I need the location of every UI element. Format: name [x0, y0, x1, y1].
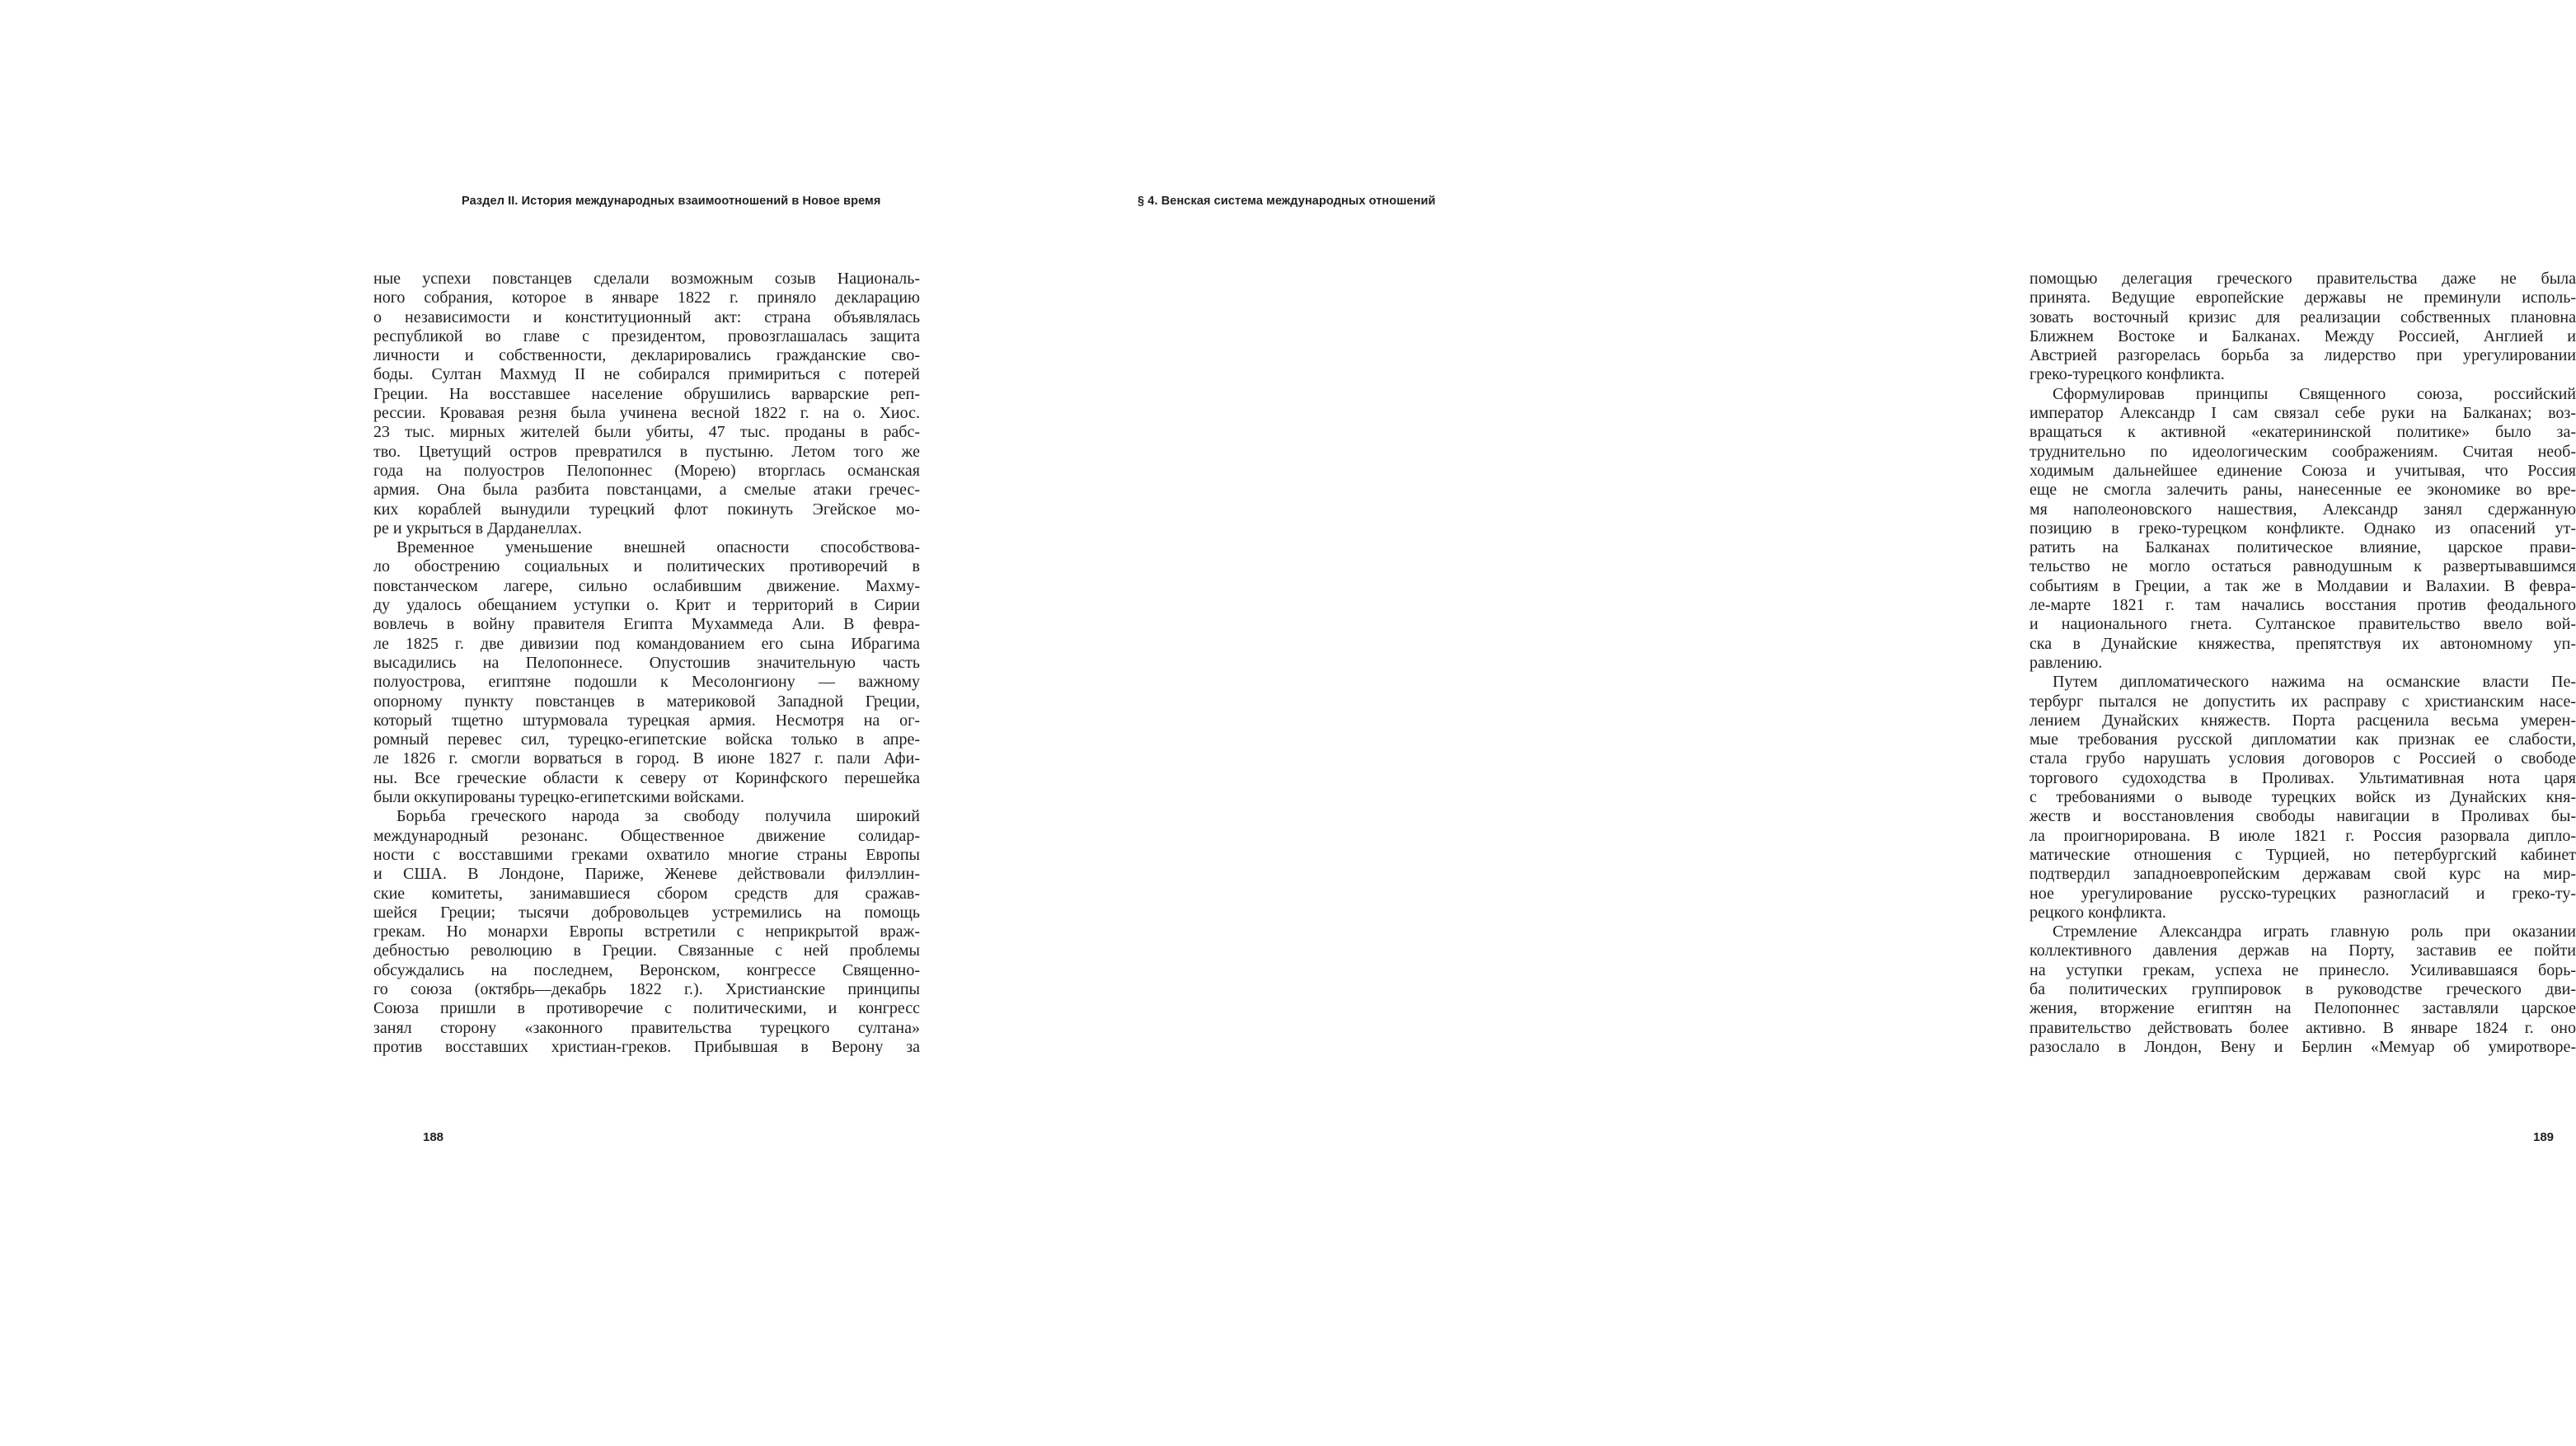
text-line: боды. Султан Махмуд II не собирался примириться с потерей	[373, 365, 920, 384]
text-line: жеств и восстановления свободы навигации в Проливах бы-	[2029, 807, 2576, 826]
text-line: коллективного давления держав на Порту, заставив ее пойти	[2029, 941, 2576, 960]
text-line: Путем дипломатического нажима на османские власти Пе-	[2053, 673, 2576, 692]
text-line: армия. Она была разбита повстанцами, а смелые атаки гречес-	[373, 481, 920, 500]
text-line: мые требования русской дипломатии как признак ее слабости,	[2029, 730, 2576, 749]
text-line: вращаться к активной «екатерининской политике» было за-	[2029, 423, 2576, 442]
text-line: Временное уменьшение внешней опасности способствова-	[396, 538, 920, 557]
text-line: года на полуостров Пелопоннес (Морею) вторглась османская	[373, 461, 920, 480]
text-line: ные успехи повстанцев сделали возможным созыв Националь-	[373, 270, 920, 288]
text-line: стала грубо нарушать условия договоров с Россией о свободе	[2029, 749, 2576, 768]
text-line: личности и собственности, декларировались гражданские сво-	[373, 346, 920, 365]
text-line: Ближнем Востоке и Балканах. Между Россией, Англией и	[2029, 326, 2576, 345]
text-line: рецкого конфликта.	[2029, 903, 2166, 922]
text-line: на уступки грекам, успеха не принесло. Усиливавшаяся борь-	[2029, 960, 2576, 979]
text-line: зовать восточный кризис для реализации собственных плановна	[2029, 308, 2576, 326]
text-line: и США. В Лондоне, Париже, Женеве действовали филэллин-	[373, 865, 920, 884]
text-line: республикой во главе с президентом, провозглашалась защита	[373, 326, 920, 345]
text-line: труднительно по идеологическим соображениям. Считая необ-	[2029, 442, 2576, 461]
text-line: ности с восставшими греками охватило многие страны Европы	[373, 845, 920, 864]
text-line: событиям в Греции, а так же в Молдавии и Валахии. В февра-	[2029, 576, 2576, 595]
text-line: и национального гнета. Султанское правительство ввело вой-	[2029, 615, 2576, 634]
text-line: Союза пришли в противоречие с политическими, и конгресс	[373, 999, 920, 1018]
text-line: занял сторону «законного правительства турецкого султана»	[373, 1018, 920, 1037]
text-line: правительство действовать более активно. В январе 1824 г. оно	[2029, 1018, 2576, 1037]
text-line: с требованиями о выводе турецких войск из Дунайских кня-	[2029, 788, 2576, 807]
text-line: равлению.	[2029, 653, 2103, 672]
text-line: ло обострению социальных и политических противоречий в	[373, 557, 920, 576]
text-line: жения, вторжение египтян на Пелопоннес заставляли царское	[2029, 999, 2576, 1018]
text-line: разослало в Лондон, Вену и Берлин «Мемуар об умиротворе-	[2029, 1037, 2576, 1056]
text-line: дебностью революцию в Греции. Связанные с ней проблемы	[373, 941, 920, 960]
text-line: тво. Цветущий остров превратился в пустыню. Летом того же	[373, 442, 920, 461]
text-line: полуострова, египтяне подошли к Месолонгиону — важному	[373, 673, 920, 692]
text-line: принята. Ведущие европейские державы не преминули исполь-	[2029, 289, 2576, 308]
text-line: Греции. На восставшее население обрушились варварские реп-	[373, 384, 920, 403]
text-line: Стремление Александра играть главную роль при оказании	[2053, 923, 2576, 941]
text-line: ле 1826 г. смогли ворваться в город. В июне 1827 г. пали Афи-	[373, 749, 920, 768]
text-line: еще не смогла залечить раны, нанесенные ее экономике во вре-	[2029, 481, 2576, 500]
text-line: 23 тыс. мирных жителей были убиты, 47 тыс. проданы в рабс-	[373, 423, 920, 442]
text-line: обсуждались на последнем, Веронском, конгрессе Священно-	[373, 960, 920, 979]
text-line: который тщетно штурмовала турецкая армия. Несмотря на ог-	[373, 711, 920, 730]
text-line: ромный перевес сил, турецко-египетские войска только в апре-	[373, 730, 920, 749]
text-line: лением Дунайских княжеств. Порта расценила весьма умерен-	[2029, 711, 2576, 730]
text-line: грекам. Но монархи Европы встретили с неприкрытой враж-	[373, 923, 920, 941]
text-line: позицию в греко-турецком конфликте. Однако из опасений ут-	[2029, 519, 2576, 538]
text-line: подтвердил западноевропейским державам свой курс на мир-	[2029, 865, 2576, 884]
text-line: ратить на Балканах политическое влияние, царское прави-	[2029, 538, 2576, 557]
text-line: Борьба греческого народа за свободу получила широкий	[396, 807, 920, 826]
text-line: ска в Дунайские княжества, препятствуя их автономному уп-	[2029, 634, 2576, 653]
text-line: тельство не могло остаться равнодушным к развертывавшимся	[2029, 557, 2576, 576]
text-line: ходимым дальнейшее единение Союза и учитывая, что Россия	[2029, 461, 2576, 480]
text-line: ного собрания, которое в январе 1822 г. приняло декларацию	[373, 289, 920, 308]
body-text-right	[2029, 270, 2576, 1057]
text-line: шейся Греции; тысячи добровольцев устремились на помощь	[373, 903, 920, 922]
text-line: Австрией разгорелась борьба за лидерство при урегулировании	[2029, 346, 2576, 365]
running-head-right: § 4. Венская система международных отношений	[1138, 195, 1436, 208]
text-line: ре и укрыться в Дарданеллах.	[373, 519, 582, 538]
text-line: го союза (октябрь—декабрь 1822 г.). Христианские принципы	[373, 979, 920, 998]
text-line: высадились на Пелопоннесе. Опустошив значительную часть	[373, 653, 920, 672]
text-line: рессии. Кровавая резня была учинена весной 1822 г. на о. Хиос.	[373, 404, 920, 423]
text-line: о независимости и конституционный акт: страна объявлялась	[373, 308, 920, 326]
text-line: ны. Все греческие области к северу от Коринфского перешейка	[373, 768, 920, 787]
running-head-left: Раздел II. История международных взаимоотношений в Новое время	[462, 195, 881, 208]
text-line: ла проигнорирована. В июле 1821 г. Россия разорвала дипло-	[2029, 826, 2576, 845]
right-page	[1022, 0, 2576, 1446]
page-number-right: 189	[2533, 1130, 2555, 1144]
left-page	[0, 0, 1022, 1446]
text-line: против восставших христиан-греков. Прибывшая в Верону за	[373, 1037, 920, 1056]
text-line: вовлечь в войну правителя Египта Мухаммеда Али. В февра-	[373, 615, 920, 634]
text-line: ное урегулирование русско-турецких разногласий и греко-ту-	[2029, 884, 2576, 903]
text-line: Сформулировав принципы Священного союза, российский	[2053, 384, 2576, 403]
text-line: повстанческом лагере, сильно ослабившим движение. Махму-	[373, 576, 920, 595]
text-line: император Александр I сам связал себе руки на Балканах; воз-	[2029, 404, 2576, 423]
text-line: международный резонанс. Общественное движение солидар-	[373, 826, 920, 845]
text-line: опорному пункту повстанцев в материковой Западной Греции,	[373, 692, 920, 711]
text-line: помощью делегация греческого правительства даже не была	[2029, 270, 2576, 288]
text-line: мя наполеоновского нашествия, Александр занял сдержанную	[2029, 500, 2576, 519]
text-line: ле-марте 1821 г. там начались восстания против феодального	[2029, 596, 2576, 615]
body-text-left	[373, 270, 920, 1057]
text-line: были оккупированы турецко-египетскими войсками.	[373, 788, 745, 807]
text-line: матические отношения с Турцией, но петербургский кабинет	[2029, 845, 2576, 864]
text-line: торгового судоходства в Проливах. Ультимативная нота царя	[2029, 768, 2576, 787]
text-line: греко-турецкого конфликта.	[2029, 365, 2225, 384]
text-line: ские комитеты, занимавшиеся сбором средств для сражав-	[373, 884, 920, 903]
text-line: ких кораблей вынудили турецкий флот покинуть Эгейское мо-	[373, 500, 920, 519]
text-line: ду удалось обещанием уступки о. Крит и территорий в Сирии	[373, 596, 920, 615]
text-line: ле 1825 г. две дивизии под командованием его сына Ибрагима	[373, 634, 920, 653]
page-number-left: 188	[423, 1130, 444, 1144]
text-line: тербург пытался не допустить их расправу с христианским насе-	[2029, 692, 2576, 711]
text-line: ба политических группировок в руководстве греческого дви-	[2029, 979, 2576, 998]
